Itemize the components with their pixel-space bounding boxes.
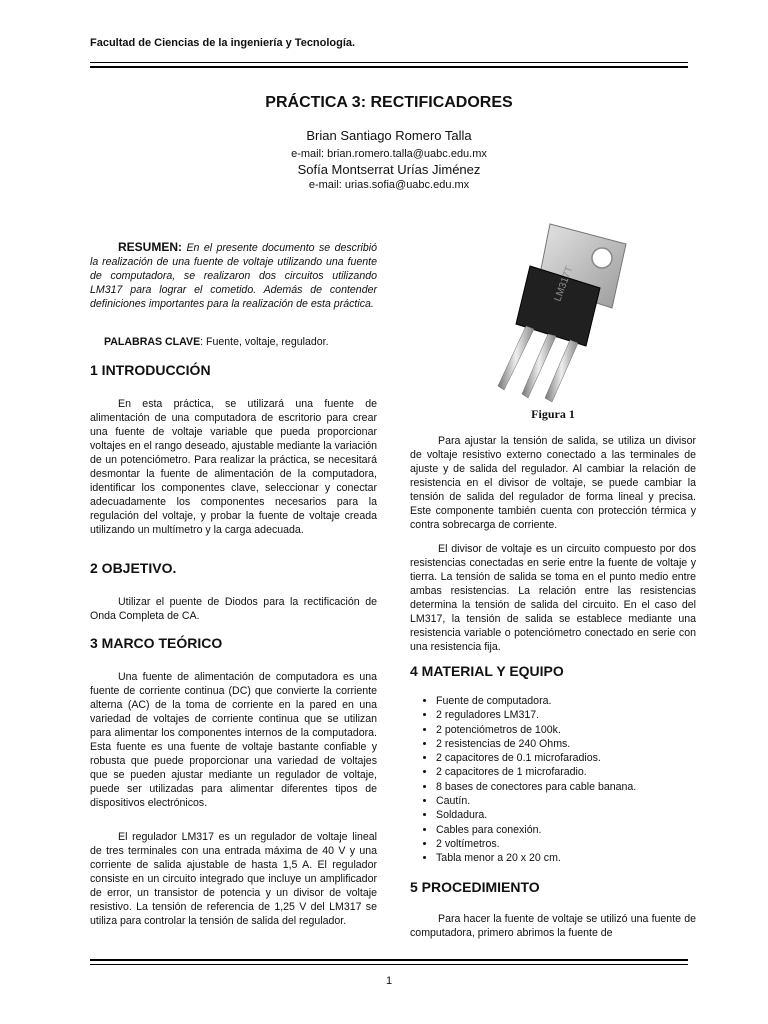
right-text-2: El divisor de voltaje es un circuito compuesto por dos resistencias conectadas en serie entre la fuente de voltaje y tierra. La tensión de salida se toma en el punto medio entre ambas resistencias. La relación entre las resistencias determina la tensión de salida del circuito. En el caso del LM317, la tensión de salida se establece mediante una resistencia variable o potenciómetro conectado en serie con una resistencia fija. xyxy=(410,543,696,653)
section-heading-introduccion: 1 INTRODUCCIÓN xyxy=(90,362,211,378)
section-heading-procedimiento: 5 PROCEDIMIENTO xyxy=(410,879,540,895)
list-item: • 2 capacitores de 0.1 microfaradios. xyxy=(436,751,700,765)
list-item: • Cables para conexión. xyxy=(436,823,700,837)
abstract-body: En el presente documento se describió la realización de una fuente de voltaje utilizando una fuente de computadora, se realizaron dos circuitos utilizando LM317 para lograr el cometido. Además de contender definiciones importantes para la realización de esta práctica. xyxy=(90,242,377,310)
footer-rule xyxy=(90,964,688,965)
header-rule-thick xyxy=(90,66,688,68)
list-item: • Soldadura. xyxy=(436,808,700,822)
list-item: • 2 voltímetros. xyxy=(436,837,700,851)
abstract xyxy=(90,240,377,311)
procedimiento-paragraph xyxy=(410,912,696,940)
material-list-container xyxy=(414,694,700,866)
page-header: Facultad de Ciencias de la ingeniería y Tecnología. xyxy=(90,37,356,49)
right-paragraph-2 xyxy=(410,542,696,654)
objetivo-paragraph xyxy=(90,595,377,623)
section-heading-objetivo: 2 OBJETIVO. xyxy=(90,560,177,576)
abstract-label: RESUMEN: xyxy=(118,240,183,254)
marco-text-2: El regulador LM317 es un regulador de voltaje lineal de tres terminales con una entrada máxima de 40 V y una corriente de salida ajustable de hasta 1,5 A. El regulador consiste en un circuito integrado que incluye un amplificador de error, un transistor de potencia y un divisor de voltaje resistivo. La tensión de referencia de 1,25 V del LM317 se utiliza para controlar la tensión de salida del regulador. xyxy=(90,831,377,927)
marco-paragraph-1 xyxy=(90,670,377,810)
procedimiento-text: Para hacer la fuente de voltaje se utilizó una fuente de computadora, primero abrimos la fuente de xyxy=(410,913,696,939)
right-paragraph-1 xyxy=(410,434,696,532)
keywords xyxy=(90,335,377,349)
list-item: • Cautín. xyxy=(436,794,700,808)
right-text-1: Para ajustar la tensión de salida, se utiliza un divisor de voltaje resistivo externo conectado a las terminales de ajuste y de salida del regulador. Al cambiar la relación de resistencia en el divisor de voltaje, se puede cambiar la tensión de salida del regulador de forma lineal y precisa. Este componente también cuenta con protección térmica y contra sobrecarga de corriente. xyxy=(410,435,696,531)
introduccion-text: En esta práctica, se utilizará una fuente de alimentación de una computadora de escritorio para crear una fuente de voltaje variable que pueda proporcionar voltajes en el rango deseado, ajustable mediante la variación de un potenciómetro. Para realizar la práctica, se necesitará desmontar la fuente de alimentación de la computadora, identificar los componentes clave, seleccionar y conectar adecuadamente los componentes necesarios para la regulación del voltaje, y probar la fuente de voltaje creada utilizando un multímetro y la carga adecuada. xyxy=(90,398,377,536)
list-item: • Tabla menor a 20 x 20 cm. xyxy=(436,851,700,865)
marco-paragraph-2 xyxy=(90,830,377,928)
author-name-1: Brian Santiago Romero Talla xyxy=(306,128,472,143)
document-title: PRÁCTICA 3: RECTIFICADORES xyxy=(265,94,513,111)
page-number: 1 xyxy=(385,975,393,987)
list-item: • 2 capacitores de 1 microfaradio. xyxy=(436,765,700,779)
lm317-figure xyxy=(478,222,628,402)
keywords-body: : Fuente, voltaje, regulador. xyxy=(200,336,329,348)
author-email-2: e-mail: urias.sofia@uabc.edu.mx xyxy=(308,179,470,191)
material-list xyxy=(414,694,700,866)
footer-rule-thick xyxy=(90,959,688,961)
author-email-1: e-mail: brian.romero.talla@uabc.edu.mx xyxy=(291,148,487,160)
keywords-label: PALABRAS CLAVE xyxy=(104,336,201,348)
list-item: • 8 bases de conectores para cable banana. xyxy=(436,780,700,794)
figure-caption: Figura 1 xyxy=(531,407,575,421)
marco-text-1: Una fuente de alimentación de computadora es una fuente de corriente continua (DC) que convierte la corriente alterna (AC) de la toma de corriente en la pared en una variedad de voltajes de corriente continua que se utilizan para alimentar los componentes internos de la computadora. Esta fuente es una fuente de voltaje bastante confiable y robusta que puede proporcionar una variedad de voltajes que se pueden ajustar mediante un regulador de voltaje, puede ser utilizadas para alimentar diferentes tipos de dispositivos electrónicos. xyxy=(90,671,377,809)
author-name-2: Sofía Montserrat Urías Jiménez xyxy=(297,162,481,177)
lm317-image xyxy=(478,222,628,402)
section-heading-marco-teorico: 3 MARCO TEÓRICO xyxy=(90,635,223,651)
section-heading-material: 4 MATERIAL Y EQUIPO xyxy=(410,663,564,679)
list-item: • Fuente de computadora. xyxy=(436,694,700,708)
list-item: • 2 potenciómetros de 100k. xyxy=(436,723,700,737)
chip-marking: LM317T xyxy=(552,264,576,304)
list-item: • 2 resistencias de 240 Ohms. xyxy=(436,737,700,751)
header-rule xyxy=(90,62,688,63)
introduccion-paragraph xyxy=(90,397,377,537)
list-item: • 2 reguladores LM317. xyxy=(436,708,700,722)
objetivo-text: Utilizar el puente de Diodos para la rectificación de Onda Completa de CA. xyxy=(90,596,377,622)
